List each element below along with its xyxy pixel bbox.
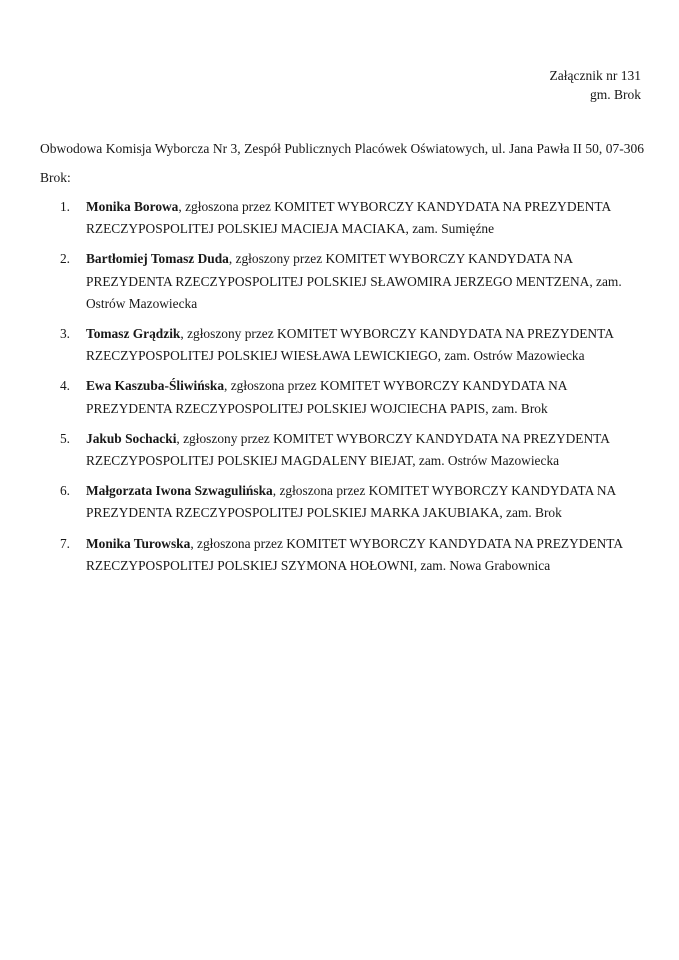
candidate-committee-and-residence: , zgłoszona przez KOMITET WYBORCZY KANDYDATA NA PREZYDENTA RZECZYPOSPOLITEJ POLSKIEJ SZYMONA HOŁOWNI, zam. Nowa Grabownica bbox=[86, 535, 623, 573]
candidate-committee-and-residence: , zgłoszona przez KOMITET WYBORCZY KANDYDATA NA PREZYDENTA RZECZYPOSPOLITEJ POLSKIEJ MACIEJA MACIAKA, zam. Sumięźne bbox=[86, 199, 611, 237]
candidate-name: Bartłomiej Tomasz Duda bbox=[86, 251, 229, 267]
candidate-list-item bbox=[40, 323, 650, 367]
candidate-number: 7. bbox=[59, 535, 70, 551]
candidate-name: Tomasz Grądzik bbox=[86, 326, 181, 342]
municipality-label: gm. Brok bbox=[589, 87, 641, 102]
candidate-number: 5. bbox=[59, 430, 70, 446]
candidate-committee-and-residence: , zgłoszona przez KOMITET WYBORCZY KANDYDATA NA PREZYDENTA RZECZYPOSPOLITEJ POLSKIEJ MARKA JAKUBIAKA, zam. Brok bbox=[86, 483, 616, 521]
candidate-number: 4. bbox=[59, 378, 70, 394]
candidate-list-item bbox=[40, 196, 650, 240]
candidate-list-item bbox=[40, 428, 650, 472]
candidate-name: Jakub Sochacki bbox=[86, 430, 177, 446]
candidate-committee-and-residence: , zgłoszony przez KOMITET WYBORCZY KANDYDATA NA PREZYDENTA RZECZYPOSPOLITEJ POLSKIEJ MAGDALENY BIEJAT, zam. Ostrów Mazowiecka bbox=[86, 430, 610, 469]
candidate-number: 3. bbox=[59, 326, 70, 342]
candidate-number: 6. bbox=[59, 483, 70, 499]
attachment-number: Załącznik nr 131 bbox=[549, 68, 641, 83]
candidate-name: Ewa Kaszuba-Śliwińska bbox=[86, 378, 225, 394]
candidate-list-item bbox=[40, 248, 650, 315]
candidate-number: 2. bbox=[59, 251, 70, 267]
candidate-number: 1. bbox=[59, 199, 70, 214]
candidate-committee-and-residence: , zgłoszona przez KOMITET WYBORCZY KANDYDATA NA PREZYDENTA RZECZYPOSPOLITEJ POLSKIEJ WOJCIECHA PAPIS, zam. Brok bbox=[86, 378, 567, 416]
candidate-list-item bbox=[40, 375, 650, 419]
commission-intro-paragraph: Obwodowa Komisja Wyborcza Nr 3, Zespół Publicznych Placówek Oświatowych, ul. Jana Pawła II 50, 07-306 Brok: bbox=[40, 140, 644, 185]
candidate-committee-and-residence: , zgłoszony przez KOMITET WYBORCZY KANDYDATA NA PREZYDENTA RZECZYPOSPOLITEJ POLSKIEJ SŁAWOMIRA JERZEGO MENTZENA, zam. Ostrów Mazowiecka bbox=[86, 251, 622, 311]
candidate-name: Monika Borowa bbox=[86, 199, 179, 214]
candidate-committee-and-residence: , zgłoszony przez KOMITET WYBORCZY KANDYDATA NA PREZYDENTA RZECZYPOSPOLITEJ POLSKIEJ WIESŁAWA LEWICKIEGO, zam. Ostrów Mazowiecka bbox=[86, 326, 614, 364]
candidate-list bbox=[40, 196, 650, 585]
document-header bbox=[550, 66, 641, 104]
candidate-name: Małgorzata Iwona Szwagulińska bbox=[86, 483, 273, 499]
candidate-list-item bbox=[40, 480, 650, 524]
candidate-list-item bbox=[40, 533, 650, 577]
candidate-name: Monika Turowska bbox=[86, 535, 191, 551]
